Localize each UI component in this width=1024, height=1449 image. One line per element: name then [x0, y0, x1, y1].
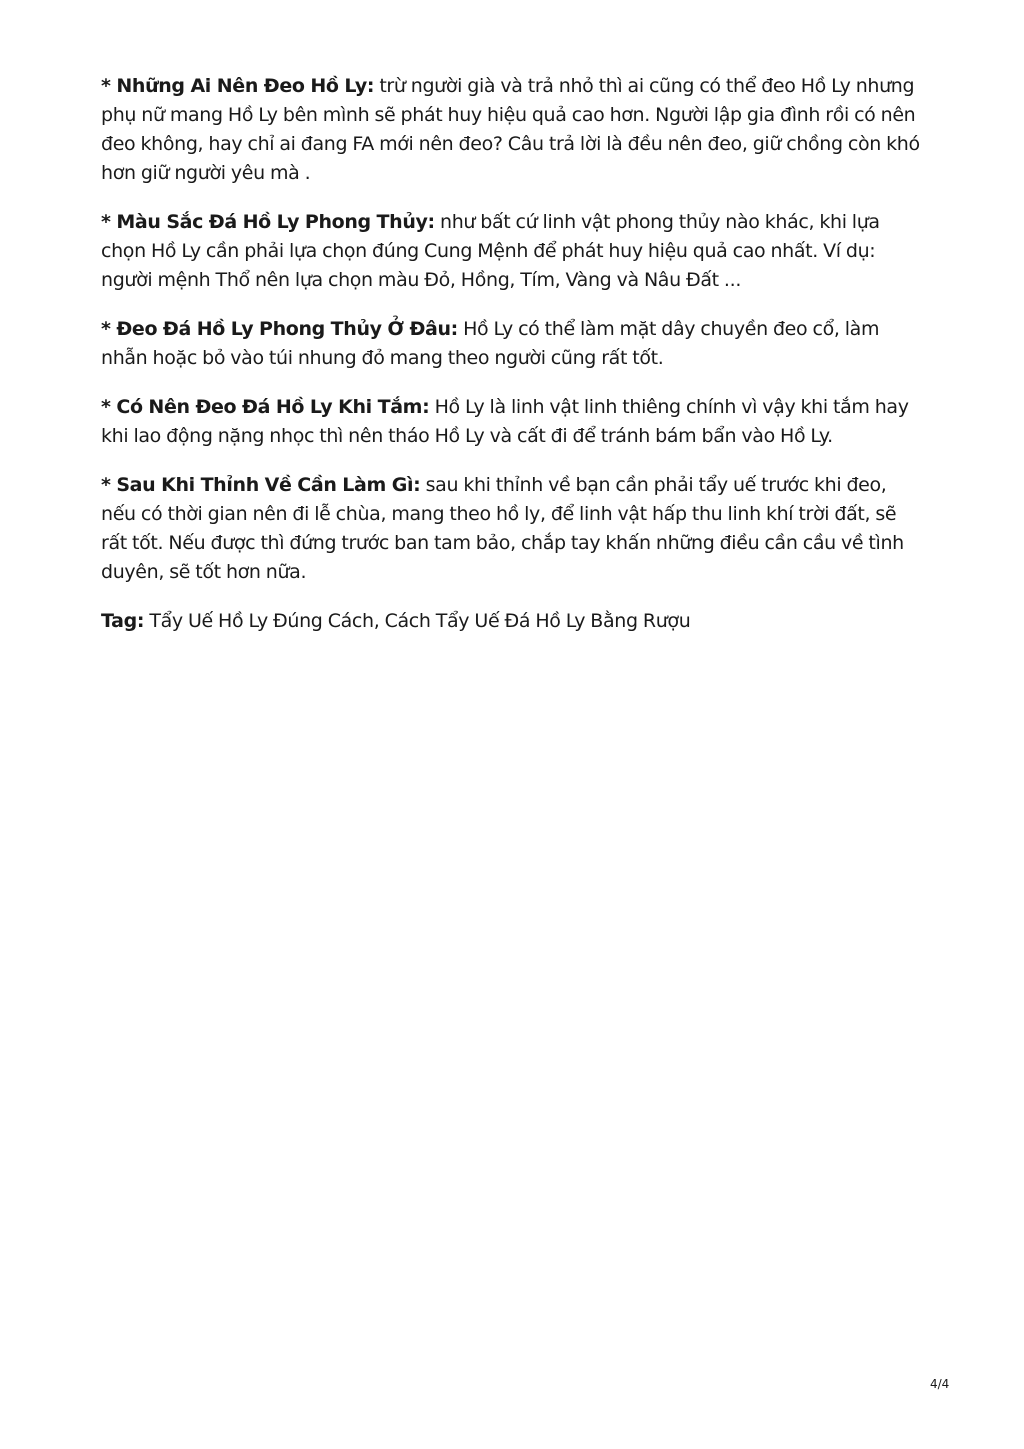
paragraph-where-to-wear — [101, 315, 923, 373]
paragraph-after-bringing-home — [101, 471, 923, 587]
paragraph-who-should-wear — [101, 72, 923, 188]
tag-text: Tẩy Uế Hồ Ly Đúng Cách, Cách Tẩy Uế Đá Hồ Ly Bằng Rượu — [149, 610, 691, 632]
paragraph-text: trừ người già và trả nhỏ thì ai cũng có thể đeo Hồ Ly nhưng phụ nữ mang Hồ Ly bên mình sẽ phát huy hiệu quả cao hơn. Người lập gia đình rồi có nên đeo không, hay chỉ ai đang FA mới nên đeo? Câu trả lời là đều nên đeo, giữ chồng còn khó hơn giữ người yêu mà . — [101, 75, 920, 184]
page-number: 4/4 — [930, 1377, 950, 1391]
paragraph-stone-color — [101, 208, 923, 295]
paragraph-text: sau khi thỉnh về bạn cần phải tẩy uế trước khi đeo, nếu có thời gian nên đi lễ chùa, mang theo hồ ly, để linh vật hấp thu linh khí trời đất, sẽ rất tốt. Nếu được thì đứng trước ban tam bảo, chắp tay khấn những điều cần cầu về tình duyên, sẽ tốt hơn nữa. — [101, 474, 904, 583]
paragraph-text: Hồ Ly là linh vật linh thiêng chính vì vậy khi tắm hay khi lao động nặng nhọc thì nên tháo Hồ Ly và cất đi để tránh bám bẩn vào Hồ Ly. — [101, 396, 909, 447]
paragraph-wear-when-bathing — [101, 393, 923, 451]
document-body — [101, 72, 923, 656]
paragraph-heading: * Có Nên Đeo Đá Hồ Ly Khi Tắm: — [101, 396, 430, 418]
tag-line — [101, 607, 923, 636]
paragraph-heading: * Đeo Đá Hồ Ly Phong Thủy Ở Đâu: — [101, 318, 458, 340]
tag-label: Tag: — [101, 610, 145, 632]
paragraph-heading: * Sau Khi Thỉnh Về Cần Làm Gì: — [101, 474, 421, 496]
paragraph-text: như bất cứ linh vật phong thủy nào khác, khi lựa chọn Hồ Ly cần phải lựa chọn đúng Cung Mệnh để phát huy hiệu quả cao nhất. Ví dụ: người mệnh Thổ nên lựa chọn màu Đỏ, Hồng, Tím, Vàng và Nâu Đất ... — [101, 211, 880, 291]
paragraph-heading: * Màu Sắc Đá Hồ Ly Phong Thủy: — [101, 211, 435, 233]
paragraph-heading: * Những Ai Nên Đeo Hồ Ly: — [101, 75, 375, 97]
paragraph-text: Hồ Ly có thể làm mặt dây chuyền đeo cổ, làm nhẫn hoặc bỏ vào túi nhung đỏ mang theo người cũng rất tốt. — [101, 318, 880, 369]
